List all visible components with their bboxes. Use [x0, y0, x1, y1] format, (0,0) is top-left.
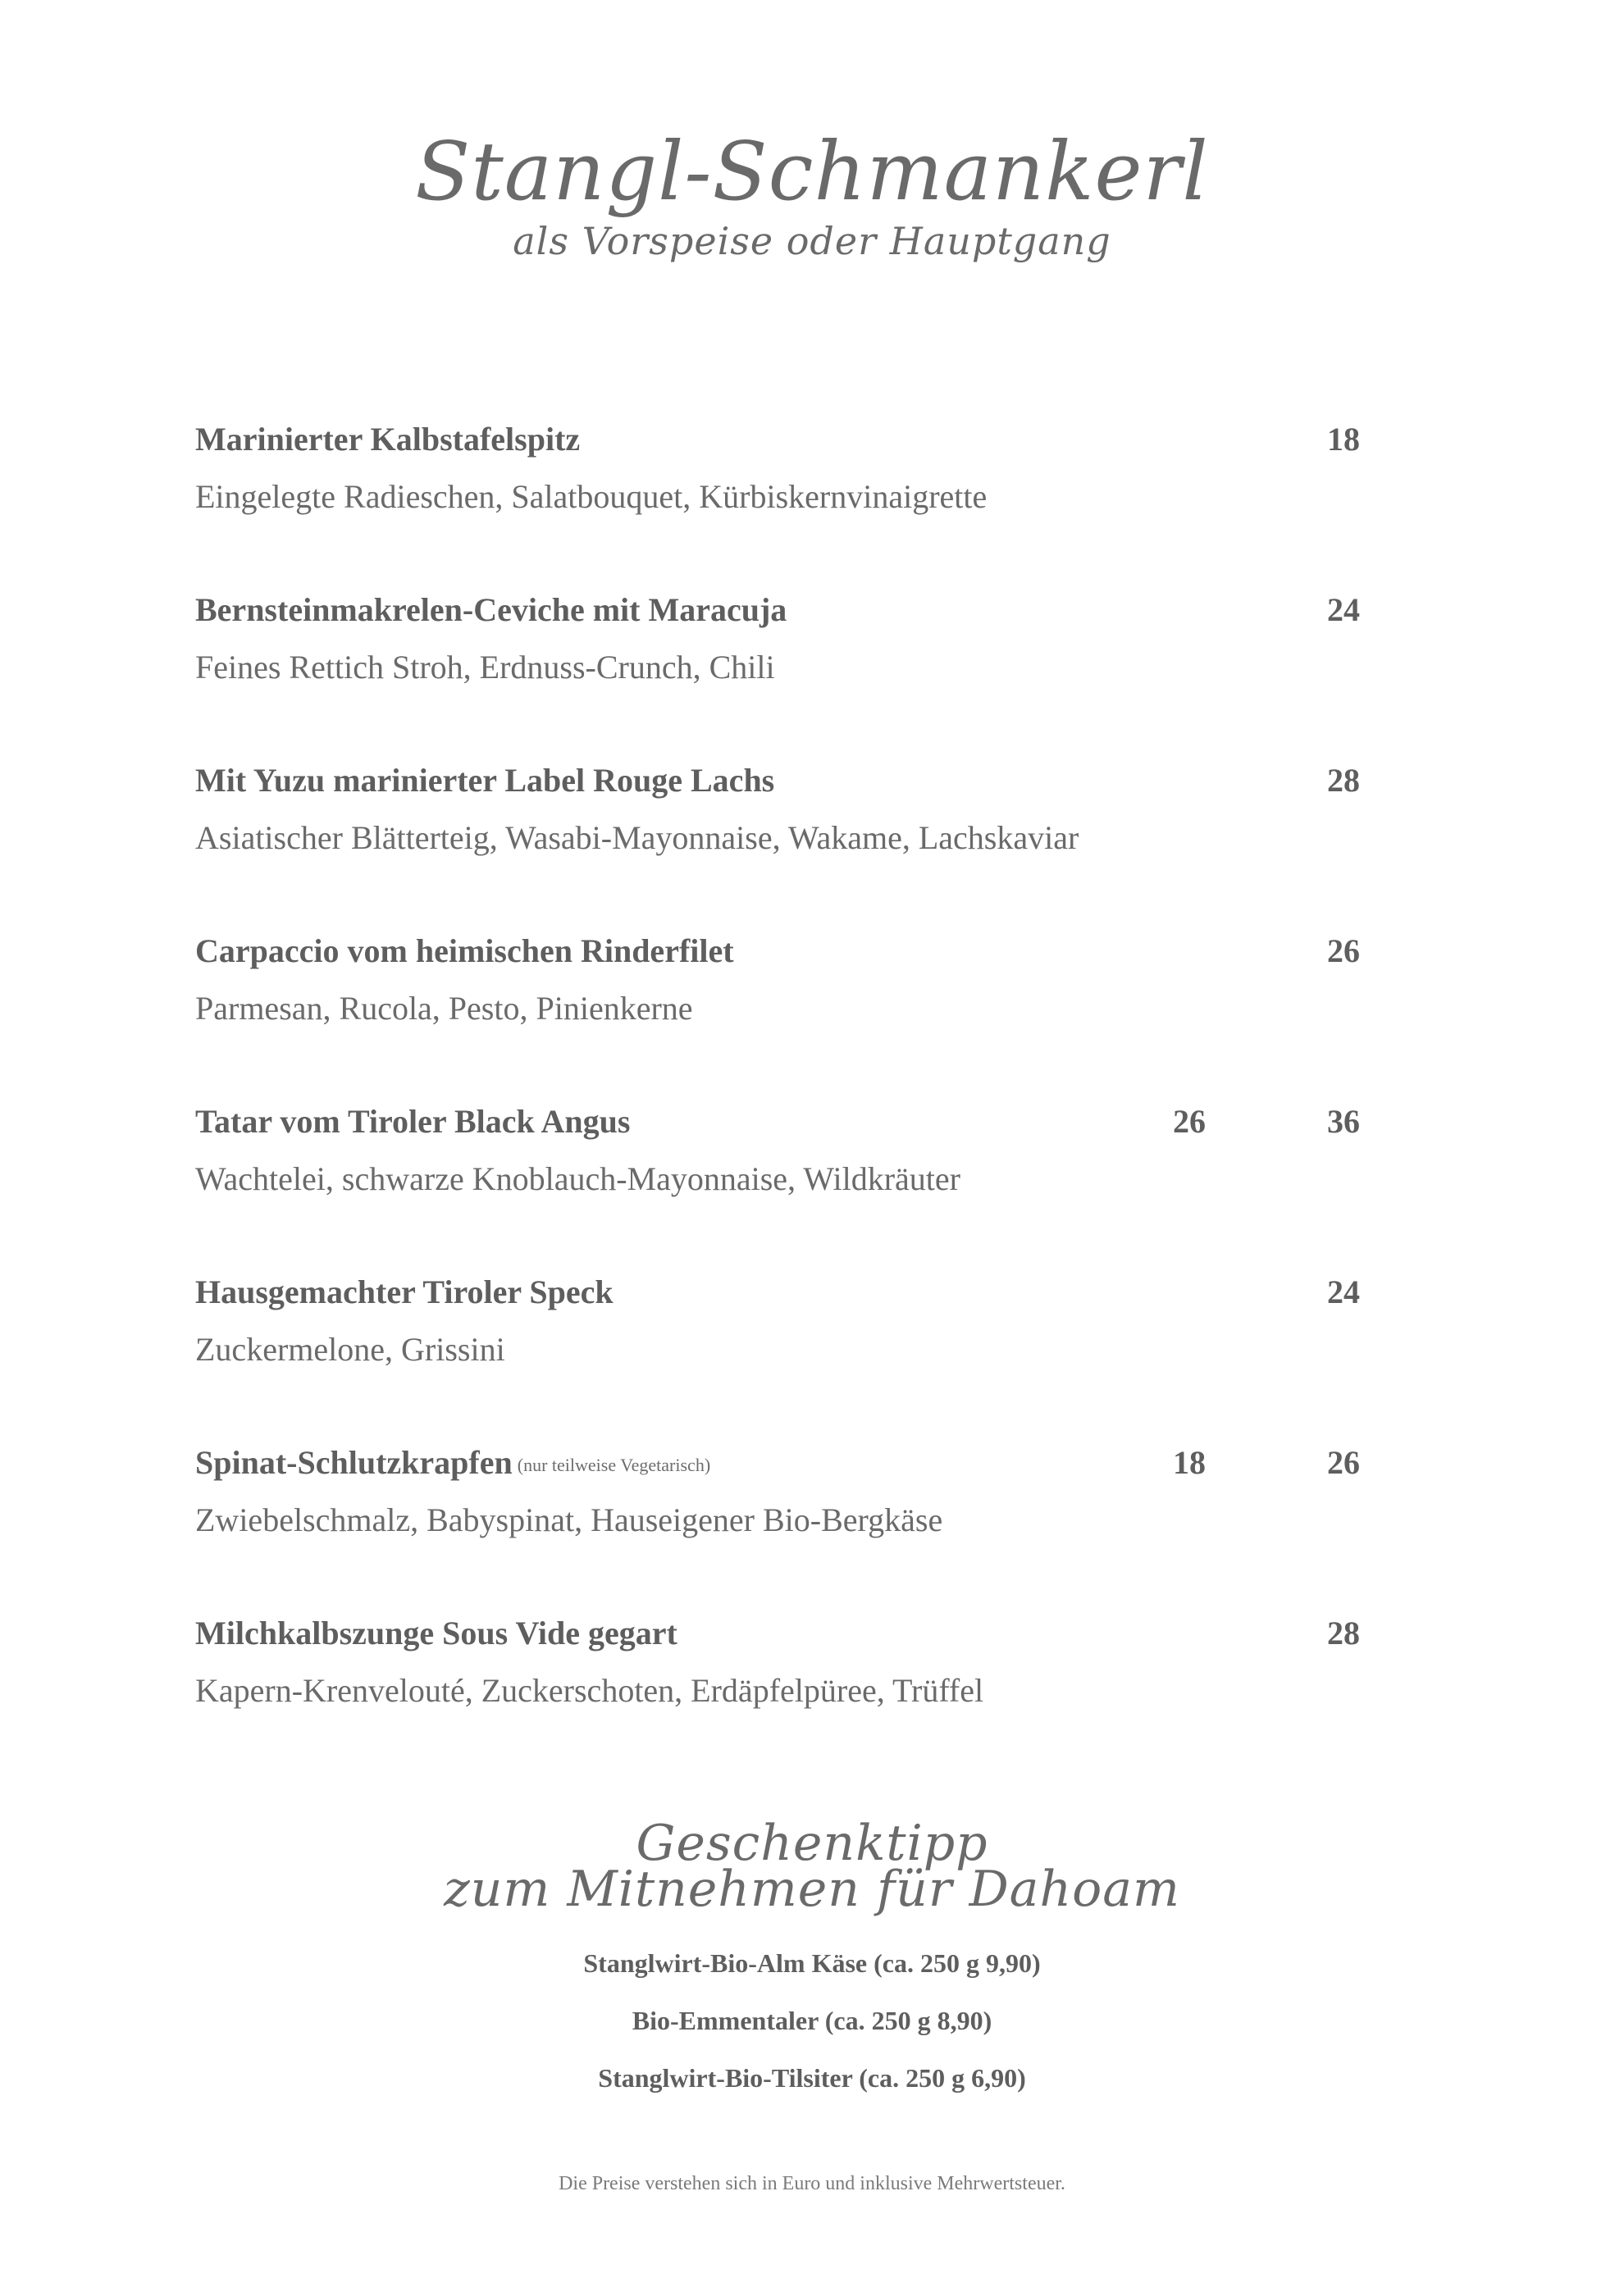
item-name-text: Mit Yuzu marinierter Label Rouge Lachs	[195, 762, 775, 799]
menu-item	[195, 922, 1376, 1092]
gift-item: Stanglwirt-Bio-Tilsiter (ca. 250 g 6,90)	[598, 2063, 1026, 2093]
price-large: 24	[1327, 1273, 1360, 1310]
item-description: Kapern-Krenvelouté, Zuckerschoten, Erdäpfelpüree, Trüffel	[195, 1672, 984, 1709]
page-title: Stangl-Schmankerl	[415, 125, 1209, 219]
menu-item	[195, 1092, 1376, 1263]
item-name-text: Carpaccio vom heimischen Rinderfilet	[195, 932, 734, 969]
menu-item	[195, 1604, 1376, 1774]
menu-item	[195, 751, 1376, 922]
item-name	[195, 589, 791, 634]
item-name	[195, 1271, 618, 1316]
menu-item	[195, 410, 1376, 581]
item-description: Feines Rettich Stroh, Erdnuss-Crunch, Chili	[195, 649, 775, 686]
menu-item	[195, 1433, 1376, 1604]
price-small: 18	[1173, 1444, 1206, 1481]
page-subtitle: als Vorspeise oder Hauptgang	[513, 219, 1111, 263]
item-name-text: Tatar vom Tiroler Black Angus	[195, 1103, 631, 1140]
price-large: 26	[1327, 932, 1360, 969]
gift-title: Geschenktipp	[636, 1815, 988, 1872]
item-description: Parmesan, Rucola, Pesto, Pinienkerne	[195, 990, 693, 1027]
price-large: 28	[1327, 1615, 1360, 1651]
item-description: Eingelegte Radieschen, Salatbouquet, Kürbiskernvinaigrette	[195, 478, 988, 515]
price-small: 26	[1173, 1103, 1206, 1140]
item-description: Zwiebelschmalz, Babyspinat, Hauseigener Bio-Bergkäse	[195, 1501, 943, 1538]
price-footnote: Die Preise verstehen sich in Euro und inklusive Mehrwertsteuer.	[559, 2173, 1065, 2194]
header	[0, 123, 1624, 266]
price-large: 18	[1327, 421, 1360, 458]
item-name-text: Bernsteinmakrelen-Ceviche mit Maracuja	[195, 591, 787, 628]
item-name	[195, 1612, 682, 1657]
gift-list	[0, 1934, 1624, 2107]
item-name-text: Marinierter Kalbstafelspitz	[195, 421, 581, 458]
item-name-text: Spinat-Schlutzkrapfen	[195, 1444, 513, 1481]
price-large: 24	[1327, 591, 1360, 628]
gift-item: Bio-Emmentaler (ca. 250 g 8,90)	[632, 2006, 992, 2035]
gift-item: Stanglwirt-Bio-Alm Käse (ca. 250 g 9,90)	[583, 1948, 1041, 1978]
price-large: 28	[1327, 762, 1360, 799]
price-large: 26	[1327, 1444, 1360, 1481]
item-name	[195, 930, 739, 975]
gift-section	[0, 1816, 1624, 2107]
item-name	[195, 1100, 636, 1146]
item-note: (nur teilweise Vegetarisch)	[517, 1455, 711, 1475]
item-description: Wachtelei, schwarze Knoblauch-Mayonnaise, Wildkräuter	[195, 1160, 960, 1197]
price-large: 36	[1327, 1103, 1360, 1140]
item-description: Zuckermelone, Grissini	[195, 1331, 505, 1368]
item-name-text: Hausgemachter Tiroler Speck	[195, 1273, 614, 1310]
item-name	[195, 759, 779, 804]
item-name-text: Milchkalbszunge Sous Vide gegart	[195, 1615, 677, 1651]
item-name	[195, 1442, 710, 1487]
item-name	[195, 418, 585, 463]
menu-item	[195, 1263, 1376, 1433]
gift-subtitle: zum Mitnehmen für Dahoam	[444, 1861, 1180, 1918]
menu-list	[195, 410, 1376, 1774]
menu-item	[195, 581, 1376, 751]
item-description: Asiatischer Blätterteig, Wasabi-Mayonnaise, Wakame, Lachskaviar	[195, 819, 1079, 856]
